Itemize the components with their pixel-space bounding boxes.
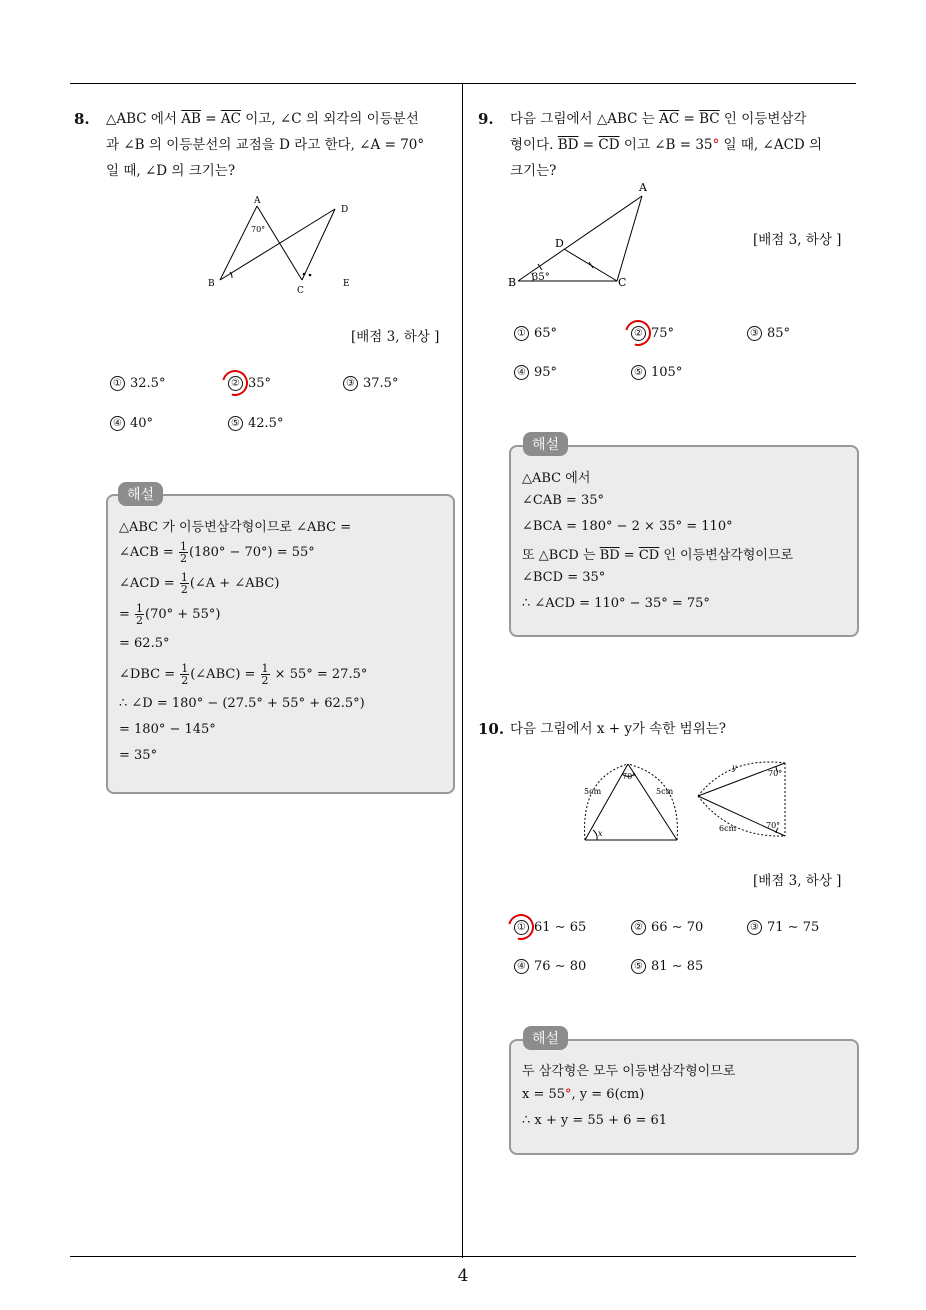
q9-choice-2[interactable]: ② 75° [631, 326, 674, 341]
q9-choice-1[interactable]: ① 65° [514, 326, 557, 341]
q9-sol-line2: ∠CAB = 35° [522, 493, 604, 508]
q9-sol-line1: △ABC 에서 [522, 471, 591, 486]
column-divider [462, 83, 463, 1258]
q10-angle2-label: 70° [768, 769, 783, 778]
q10-sol-line1: 두 삼각형은 모두 이등변삼각형이므로 [522, 1064, 736, 1079]
q10-text: 다음 그림에서 x + y가 속한 범위는? [510, 721, 727, 737]
q10-right-side: 5cm [656, 787, 674, 796]
q8-label-A: A [254, 196, 261, 206]
q8-number: 8. [74, 110, 90, 128]
q9-text: 다음 그림에서 △ABC 는 $\overline{AC} = \overline{BC}$ 인 이등변삼각 형이다. $\overline{BD} = \overline{CD}$ 이고 ∠B = 35° 일 때, ∠ACD 의 크기는? [510, 111, 823, 179]
q9-figure [502, 176, 662, 292]
q8-text: △ABC 에서 $\overline{AB} = \overline{AC}$ 이고, ∠C 의 외각의 이등분선 과 ∠B 의 이등분선의 교점을 D 라고 한다, ∠A = 70° 일 때, ∠D 의 크기는? [106, 111, 425, 179]
q8-answer-mark [217, 365, 253, 401]
q10-choice-3[interactable]: ③ 71 ∼ 75 [747, 920, 819, 935]
q9-label-A: A [639, 181, 647, 194]
q9-score: [배점 3, 하상 ] [753, 232, 842, 248]
q9-label-B: B [508, 276, 517, 289]
top-rule [70, 83, 856, 84]
q8-sol-line7: ∴ ∠D = 180° − (27.5° + 55° + 62.5°) [119, 696, 365, 711]
q8-sol-line2: ∠ACB = $\frac{1}{2}$ (180° − 70°) = 55° [119, 540, 315, 565]
q8-choice-4[interactable]: ④ 40° [110, 416, 153, 431]
q9-label-D: D [555, 237, 564, 250]
q9-sol-line6: ∴ ∠ACD = 110° − 35° = 75° [522, 596, 710, 611]
q8-sol-line1: △ABC 가 이등변삼각형이므로 ∠ABC = [119, 520, 352, 535]
q10-choice-4[interactable]: ④ 76 ∼ 80 [514, 959, 586, 974]
q9-choice-3[interactable]: ③ 85° [747, 326, 790, 341]
q10-score: [배점 3, 하상 ] [753, 873, 842, 889]
q8-sol-line6: ∠DBC = $\frac{1}{2}$ (∠ABC) = $\frac{1}{2}$ × 55° = 27.5° [119, 662, 368, 687]
q9-sol-line5: ∠BCD = 35° [522, 570, 606, 585]
q8-label-C: C [297, 286, 304, 296]
q8-sol-line4: = $\frac{1}{2}$ (70° + 55°) [119, 602, 221, 627]
q8-label-D: D [341, 205, 349, 215]
q8-choice-2[interactable]: ② 35° [228, 376, 271, 391]
q10-figure [580, 758, 790, 844]
q8-sol-line8: = 180° − 145° [119, 722, 216, 737]
q10-choice-2[interactable]: ② 66 ∼ 70 [631, 920, 703, 935]
q9-choice-4[interactable]: ④ 95° [514, 365, 557, 380]
q10-choice-1[interactable]: ① 61 ∼ 65 [514, 920, 586, 935]
q8-sol-line3: ∠ACD = $\frac{1}{2}$ (∠A + ∠ABC) [119, 571, 280, 596]
q9-sol-line4: 또 △BCD 는 $\overline{BD} = \overline{CD}$ 인 이등변삼각형이므로 [522, 548, 794, 563]
q10-sol-line2: x = 55°, y = 6(cm) [522, 1087, 645, 1102]
q9-choice-5[interactable]: ⑤ 105° [631, 365, 682, 380]
q8-sol-line9: = 35° [119, 748, 158, 763]
q10-solution-tag: 해설 [523, 1026, 568, 1050]
q10-y-label: y [732, 763, 737, 772]
q9-label-C: C [618, 276, 627, 289]
q8-sol-line5: = 62.5° [119, 636, 170, 651]
q9-angle-label: 35° [532, 272, 550, 283]
q8-angle-label: 70° [251, 225, 266, 234]
page-number: 4 [457, 1266, 469, 1286]
q9-answer-mark [620, 315, 656, 351]
q9-solution-tag: 해설 [523, 432, 568, 456]
q8-label-E: E [343, 279, 350, 289]
q10-sol-line3: ∴ x + y = 55 + 6 = 61 [522, 1113, 668, 1128]
q8-choice-1[interactable]: ① 32.5° [110, 376, 165, 391]
q8-label-B: B [208, 279, 215, 289]
q10-angle1-label: 70° [622, 772, 637, 781]
q10-angle3-label: 70° [766, 821, 781, 830]
q10-choice-5[interactable]: ⑤ 81 ∼ 85 [631, 959, 703, 974]
q8-solution-tag: 해설 [118, 482, 163, 506]
q10-number: 10. [478, 720, 505, 738]
q10-left-side: 5cm [584, 787, 602, 796]
bottom-rule [70, 1256, 856, 1257]
q8-score: [배점 3, 하상 ] [351, 329, 440, 345]
q10-answer-mark [503, 909, 539, 945]
q9-number: 9. [478, 110, 494, 128]
q10-side3-label: 6cm [719, 824, 737, 833]
q8-choice-5[interactable]: ⑤ 42.5° [228, 416, 283, 431]
q9-sol-line3: ∠BCA = 180° − 2 × 35° = 110° [522, 519, 733, 534]
q8-figure [200, 192, 370, 296]
q10-x-label: x [598, 829, 603, 838]
q8-choice-3[interactable]: ③ 37.5° [343, 376, 398, 391]
